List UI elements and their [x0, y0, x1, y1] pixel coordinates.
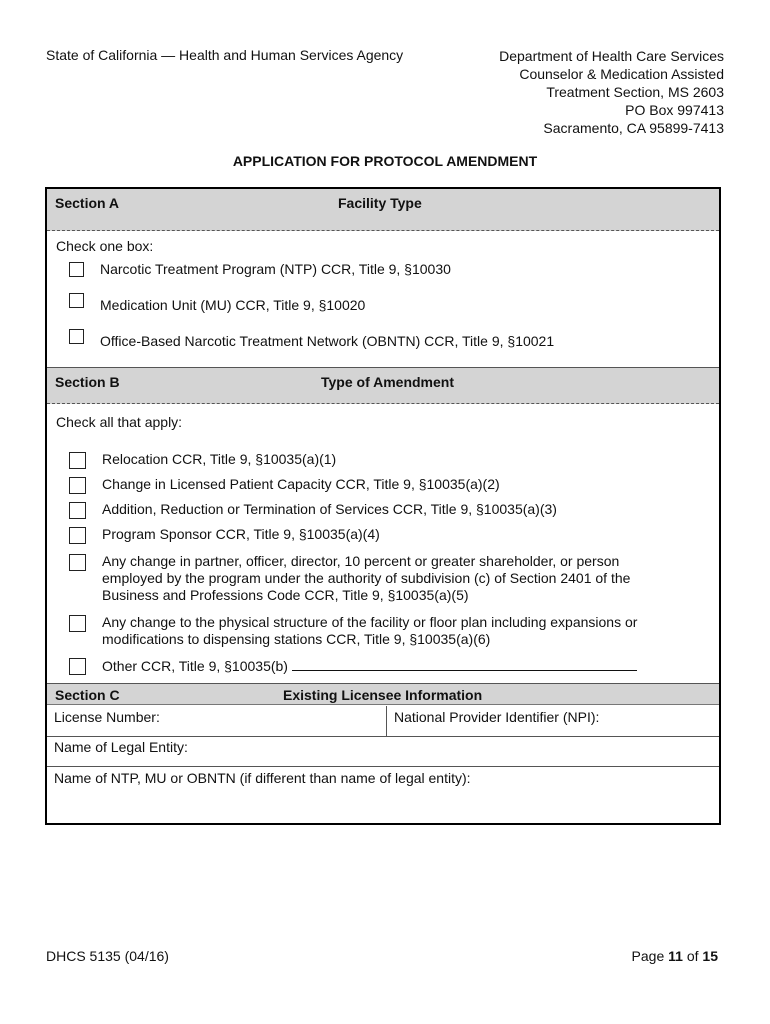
- agency-name: State of California — Health and Human Services Agency: [46, 47, 404, 63]
- other-label: Other CCR, Title 9, §10035(b): [102, 658, 288, 674]
- cell-divider: [386, 706, 387, 736]
- department-address: [499, 47, 724, 137]
- physical-checkbox[interactable]: [69, 615, 86, 632]
- physical-label: Any change to the physical structure of the facility or floor plan including expansions or modifications to dispensing stations CCR, Title 9, §10035(a)(6): [102, 614, 638, 647]
- relocation-checkbox[interactable]: [69, 452, 86, 469]
- program-name-field[interactable]: Name of NTP, MU or OBNTN (if different than name of legal entity):: [54, 770, 471, 786]
- section-c-label: Section C: [55, 687, 120, 703]
- facility-mu-checkbox[interactable]: [69, 293, 84, 308]
- address-line: Counselor & Medication Assisted: [519, 66, 724, 82]
- address-line: Treatment Section, MS 2603: [546, 84, 724, 100]
- page-of: of: [686, 948, 699, 964]
- row-divider: [47, 766, 719, 767]
- section-a-label: Section A: [55, 195, 120, 211]
- row-divider: [47, 736, 719, 737]
- page-number: [632, 948, 718, 964]
- address-line: Sacramento, CA 95899-7413: [543, 120, 724, 136]
- form-id: DHCS 5135 (04/16): [46, 948, 169, 964]
- personnel-label: Any change in partner, officer, director, 10 percent or greater shareholder, or person employed by the program under the authority of subdivision (c) of Section 2401 of the Business and Professions Code CCR, Title 9, §10035(a)(5): [102, 553, 631, 603]
- amendment-option-other[interactable]: [69, 657, 682, 675]
- capacity-label: Change in Licensed Patient Capacity CCR, Title 9, §10035(a)(2): [102, 476, 500, 492]
- amendment-option-capacity[interactable]: [69, 476, 682, 494]
- section-b-title: Type of Amendment: [321, 374, 455, 390]
- services-checkbox[interactable]: [69, 502, 86, 519]
- other-checkbox[interactable]: [69, 658, 86, 675]
- amendment-option-relocation[interactable]: [69, 451, 682, 469]
- amendment-option-services[interactable]: [69, 501, 682, 519]
- section-c-title: Existing Licensee Information: [283, 687, 483, 703]
- page-word: Page: [631, 948, 665, 964]
- npi-field[interactable]: National Provider Identifier (NPI):: [394, 709, 600, 725]
- section-b-header: [47, 367, 719, 404]
- page-current: 11: [668, 948, 683, 964]
- facility-ntp-label: Narcotic Treatment Program (NTP) CCR, Title 9, §10030: [100, 261, 451, 277]
- section-a-header: [47, 189, 719, 231]
- facility-ntp-checkbox[interactable]: [69, 262, 84, 277]
- sponsor-checkbox[interactable]: [69, 527, 86, 544]
- relocation-label: Relocation CCR, Title 9, §10035(a)(1): [102, 451, 337, 467]
- license-number-field[interactable]: License Number:: [54, 709, 160, 725]
- address-line: Department of Health Care Services: [499, 48, 724, 64]
- amendment-option-sponsor[interactable]: [69, 526, 682, 544]
- address-line: PO Box 997413: [625, 102, 724, 118]
- section-b-instruction: Check all that apply:: [56, 414, 183, 430]
- facility-obntn-checkbox[interactable]: [69, 329, 84, 344]
- sponsor-label: Program Sponsor CCR, Title 9, §10035(a)(4): [102, 526, 380, 542]
- section-a-instruction: Check one box:: [56, 238, 154, 254]
- other-specify-field[interactable]: [292, 657, 637, 671]
- personnel-checkbox[interactable]: [69, 554, 86, 571]
- facility-mu-label: Medication Unit (MU) CCR, Title 9, §10020: [100, 297, 366, 313]
- facility-option-obntn[interactable]: [69, 328, 680, 350]
- form-title: APPLICATION FOR PROTOCOL AMENDMENT: [232, 153, 538, 169]
- section-b-label: Section B: [55, 374, 120, 390]
- other-label-wrap: [102, 657, 682, 675]
- legal-entity-field[interactable]: Name of Legal Entity:: [54, 739, 188, 755]
- facility-option-ntp[interactable]: [69, 261, 680, 278]
- amendment-form: [45, 187, 721, 825]
- facility-option-mu[interactable]: [69, 292, 680, 314]
- page-total: 15: [702, 948, 718, 964]
- section-c-header: [47, 683, 719, 705]
- capacity-checkbox[interactable]: [69, 477, 86, 494]
- section-a-title: Facility Type: [338, 195, 422, 211]
- amendment-option-personnel[interactable]: [69, 553, 682, 604]
- services-label: Addition, Reduction or Termination of Services CCR, Title 9, §10035(a)(3): [102, 501, 557, 517]
- facility-obntn-label: Office-Based Narcotic Treatment Network (OBNTN) CCR, Title 9, §10021: [100, 333, 555, 349]
- amendment-option-physical[interactable]: [69, 614, 682, 648]
